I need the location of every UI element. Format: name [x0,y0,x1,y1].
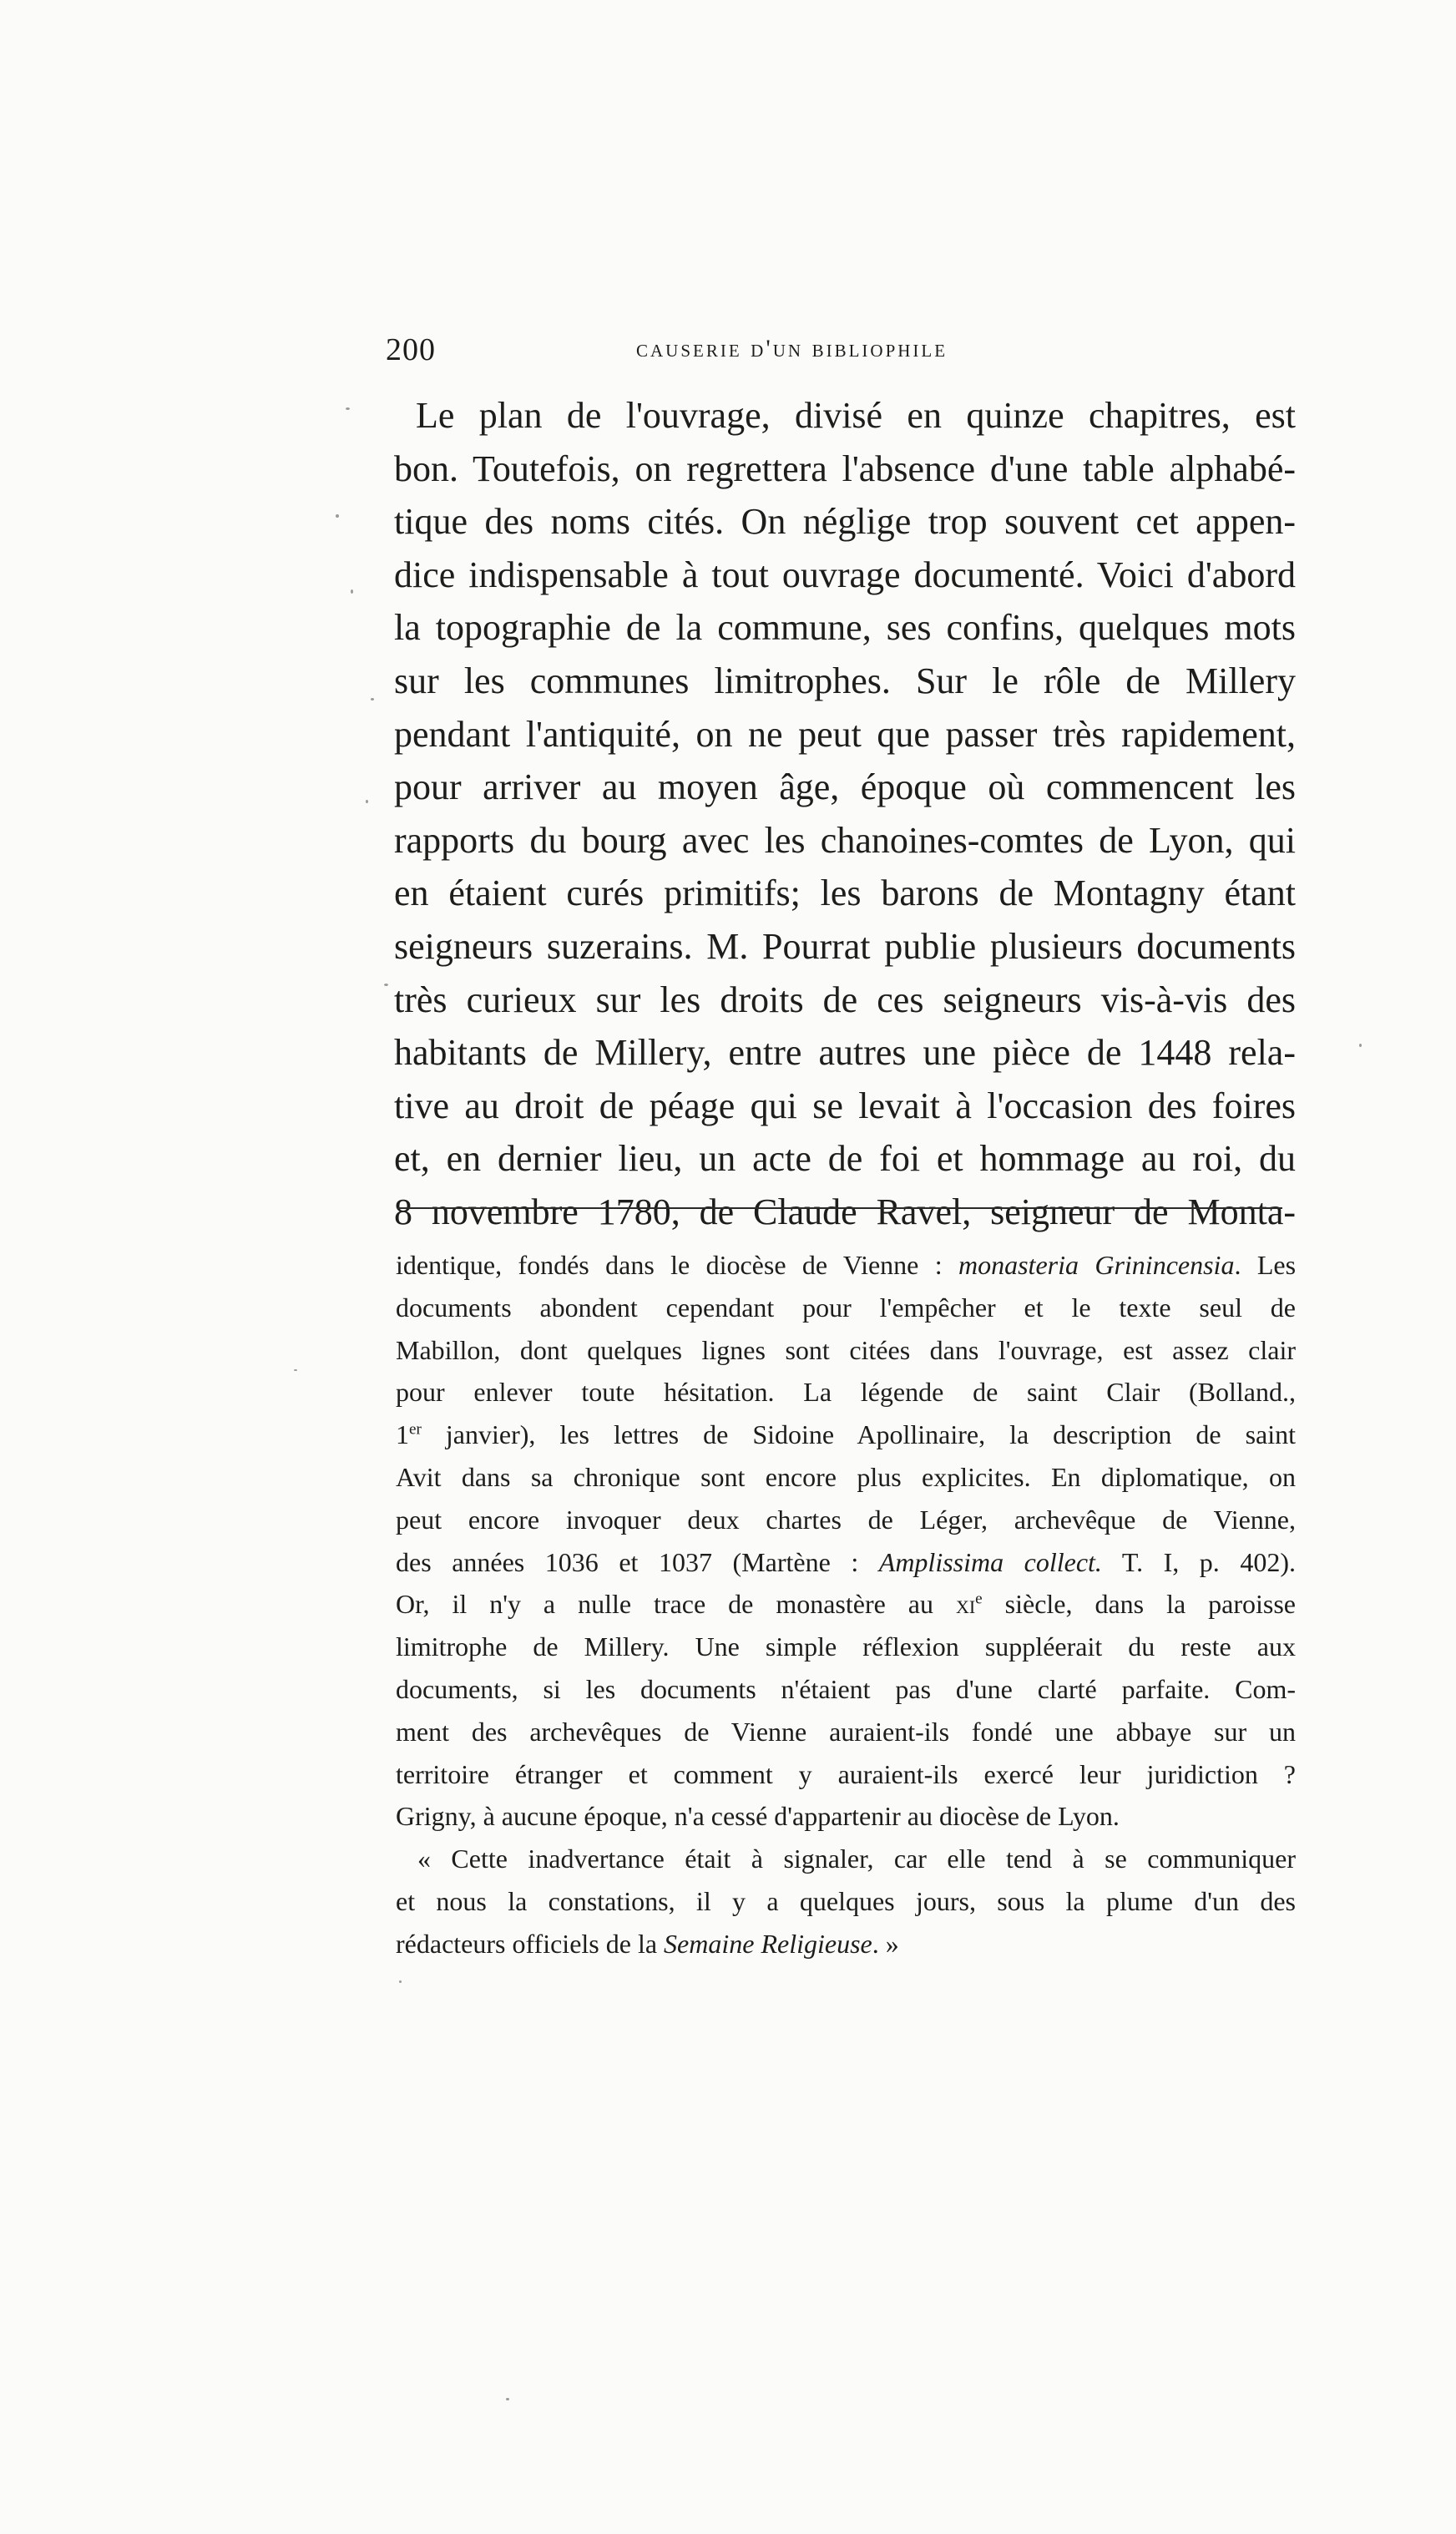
footnote-text: . » [872,1928,899,1959]
superscript: e [975,1590,983,1608]
footnote-line: pour enlever toute hésitation. La légende de saint Clair (Bolland., [396,1377,1296,1408]
paper-speck [371,698,374,701]
text-line: pendant l'antiquité, on ne peut que passer très rapidement, [394,713,1296,755]
text-line: tique des noms cités. On néglige trop souvent cet appen- [394,501,1296,543]
footnote-text: T. I, p. 402). [1101,1546,1297,1577]
paper-speck [366,800,368,803]
paper-speck [294,1369,297,1371]
paper-speck [336,514,339,518]
footnote-line: Mabillon, dont quelques lignes sont citées dans l'ouvrage, est assez clair [396,1334,1296,1365]
small-caps: xi [955,1589,976,1620]
footnote-line: territoire étranger et comment y auraient-ils exercé leur juridiction ? [396,1758,1296,1789]
paper-speck [351,589,353,594]
footnote-line: « Cette inadvertance était à signaler, car elle tend à se communiquer [417,1844,1296,1874]
footnote-line: documents, si les documents n'étaient pas d'une clarté parfaite. Com- [396,1673,1296,1704]
footnote-italic: Amplissima collect. [878,1546,1102,1577]
footnote-rule [397,1207,1282,1209]
footnote-line: et nous la constations, il y a quelques jours, sous la plume d'un des [396,1885,1296,1916]
text-line: seigneurs suzerains. M. Pourrat publie plusieurs documents [394,925,1296,967]
text-line: habitants de Millery, entre autres une pièce de 1448 rela- [394,1032,1296,1074]
paper-speck [506,2398,509,2400]
footnote-text: janvier), les lettres de Sidoine Apollinaire, la description de saint [421,1419,1296,1450]
footnote-line [396,1414,1296,1456]
text-line: rapports du bourg avec les chanoines-comtes de Lyon, qui [394,819,1296,861]
text-line: dice indispensable à tout ouvrage documenté. Voici d'abord [394,554,1296,595]
text-line: et, en dernier lieu, un acte de foi et hommage au roi, du [394,1138,1296,1180]
footnote-line: limitrophe de Millery. Une simple réflexion suppléerait du reste aux [396,1631,1296,1662]
paper-speck [399,1980,402,1983]
footnote-line: Grigny, à aucune époque, n'a cessé d'appartenir au diocèse de Lyon. [396,1801,1120,1832]
footnote-text: . Les [1234,1250,1297,1280]
footnote-line: ment des archevêques de Vienne auraient-ils fondé une abbaye sur un [396,1716,1296,1747]
paper-speck [384,984,388,986]
footnote-italic: Semaine Religieuse [664,1928,872,1959]
paper-speck [1359,1044,1362,1047]
footnote-text: 1 [396,1419,409,1450]
page-header [386,331,1296,373]
text-line: pour arriver au moyen âge, époque où commencent les [394,766,1296,808]
footnote-line [396,1583,1296,1626]
footnote-text: des années 1036 et 1037 (Martène : [396,1546,879,1577]
superscript: er [409,1420,422,1439]
footnote-line: documents abondent cependant pour l'empêcher et le texte seul de [396,1292,1296,1323]
footnote-text: siècle, dans la paroisse [982,1589,1297,1620]
footnote-text: identique, fondés dans le diocèse de Vienne : [396,1250,958,1280]
footnote-text: Or, il n'y a nulle trace de monastère au [396,1589,956,1620]
footnote [396,1244,1296,1965]
text-line: la topographie de la commune, ses confins, quelques mots [394,607,1296,649]
text-line: Le plan de l'ouvrage, divisé en quinze chapitres, est [416,395,1296,436]
footnote-italic: monasteria Grinincensia [958,1250,1235,1280]
footnote-text: rédacteurs officiels de la [396,1928,665,1959]
footnote-line [396,1244,1296,1287]
page-number: 200 [386,332,436,367]
footnote-line: Avit dans sa chronique sont encore plus explicites. En diplomatique, on [396,1461,1296,1492]
text-line: très curieux sur les droits de ces seigneurs vis-à-vis des [394,979,1296,1020]
text-line: 8 novembre 1780, de Claude Ravel, seigneur de Monta- [394,1191,1296,1232]
text-line: sur les communes limitrophes. Sur le rôle de Millery [394,660,1296,701]
footnote-line [396,1541,1296,1584]
main-text [394,389,1296,1239]
text-line: en étaient curés primitifs; les barons de Montagny étant [394,872,1296,914]
footnote-line: peut encore invoquer deux chartes de Léger, archevêque de Vienne, [396,1504,1296,1535]
footnote-line [396,1923,1296,1965]
text-line: bon. Toutefois, on regrettera l'absence d'une table alphabé- [394,448,1296,489]
paper-speck [346,407,350,410]
running-head: causerie d'un bibliophile [636,335,948,362]
text-line: tive au droit de péage qui se levait à l'occasion des foires [394,1085,1296,1126]
